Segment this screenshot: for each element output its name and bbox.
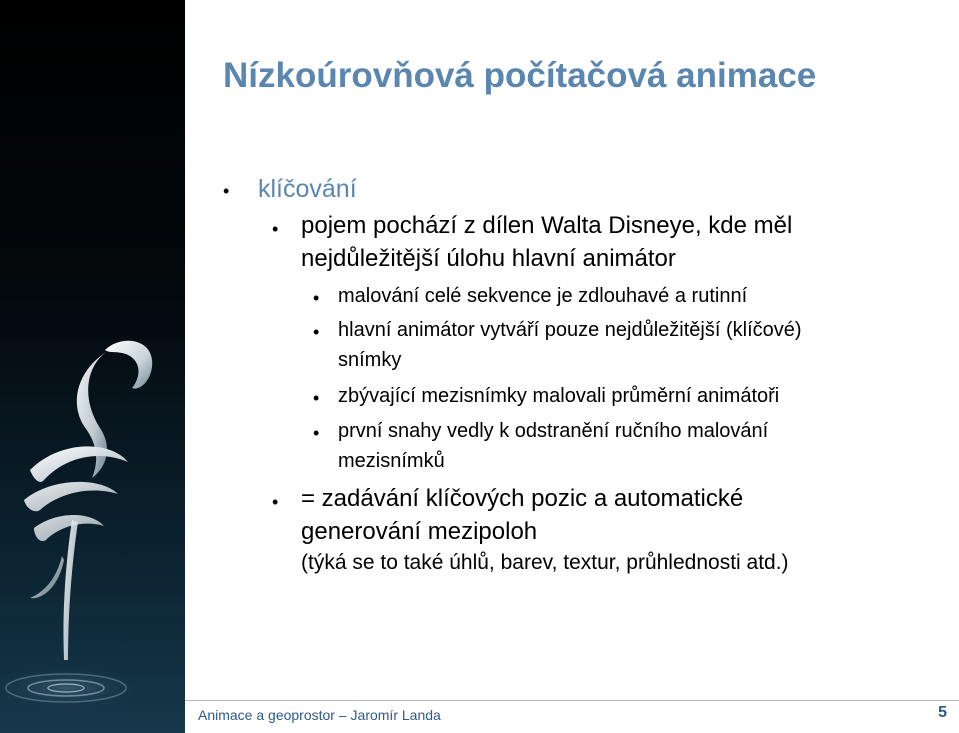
bullet-marker: • [313, 388, 320, 408]
flamingo-swirl-illustration [0, 0, 185, 733]
bullet-marker: • [313, 322, 320, 342]
bullet-l3-inbetweens: zbývající mezisnímky malovali průměrní animátoři [338, 385, 780, 407]
bullet-l2-definition: = zadávání klíčových pozic a automatické [301, 485, 744, 512]
bullet-l3-main-animator-cont: snímky [338, 349, 402, 371]
page-number: 5 [938, 704, 947, 721]
sidebar-decoration [0, 0, 185, 733]
bullet-marker: • [272, 492, 279, 512]
bullet-l3-first-attempts: první snahy vedly k odstranění ručního malování [338, 420, 769, 442]
footer-divider [185, 700, 959, 701]
bullet-marker: • [313, 288, 320, 308]
bullet-l3-main-animator: hlavní animátor vytváří pouze nejdůležitější (klíčové) [338, 319, 802, 341]
bullet-l3-painting: malování celé sekvence je zdlouhavé a rutinní [338, 285, 748, 307]
bullet-l2-origin-cont: nejdůležitější úlohu hlavní animátor [301, 245, 676, 272]
bullet-l2-definition-cont: generování mezipoloh [301, 518, 538, 545]
bullet-marker: • [313, 423, 320, 443]
bullet-l2-definition-note: (týká se to také úhlů, barev, textur, průhlednosti atd.) [301, 551, 789, 574]
bullet-l2-origin: pojem pochází z dílen Walta Disneye, kde měl [301, 212, 793, 239]
bullet-marker: • [272, 219, 279, 239]
bullet-l3-first-attempts-cont: mezisnímků [338, 450, 445, 472]
slide-title: Nízkoúrovňová počítačová animace [223, 56, 817, 95]
bullet-l1-keying: klíčování [258, 175, 357, 203]
footer-text: Animace a geoprostor – Jaromír Landa [198, 707, 441, 723]
bullet-marker: • [223, 181, 230, 201]
